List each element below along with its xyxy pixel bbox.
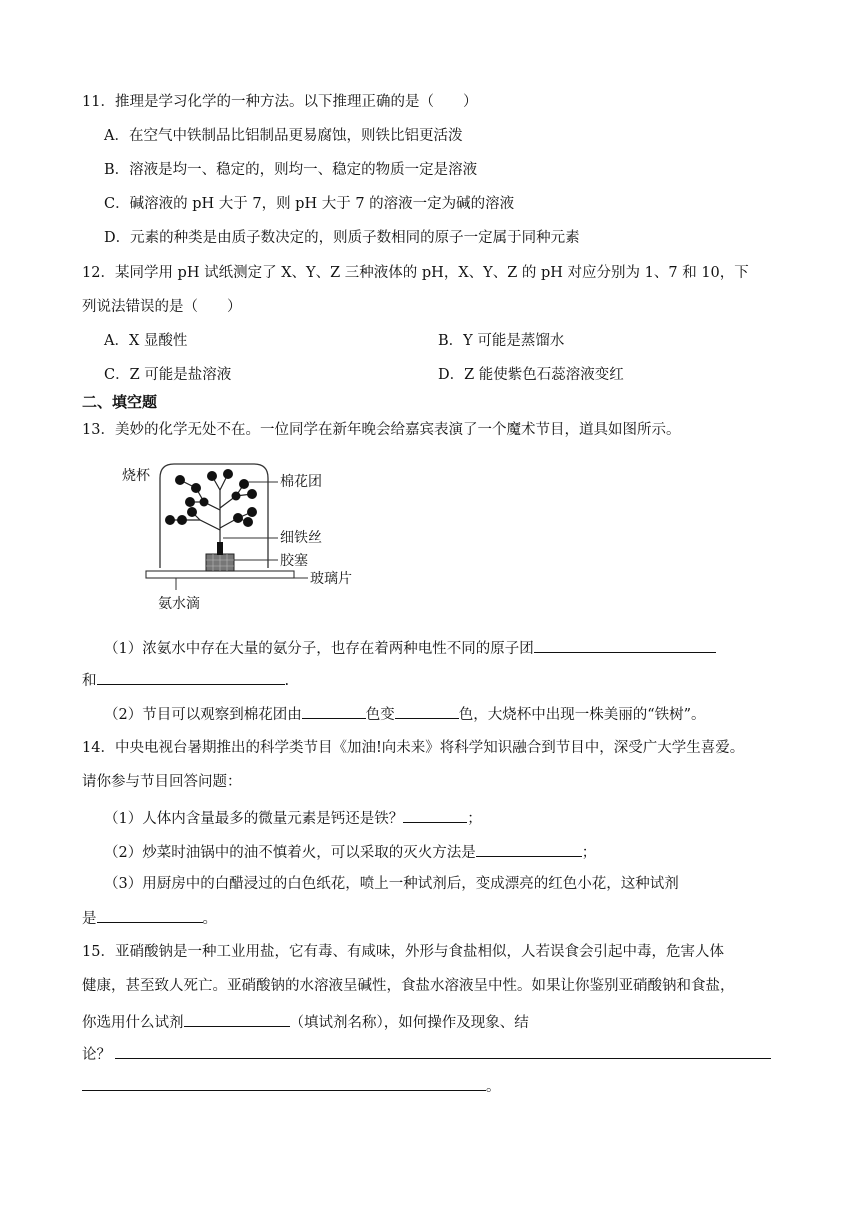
- q12-option-c: C．Z 可能是盐溶液: [104, 367, 232, 383]
- q15-line4: 论？: [82, 1042, 771, 1065]
- q13-blank-2[interactable]: [97, 668, 285, 685]
- q11-option-d: D．元素的种类是由质子数决定的，则质子数相同的原子一定属于同种元素: [104, 230, 580, 246]
- q12-stem-line1: 12．某同学用 pH 试纸测定了 X、Y、Z 三种液体的 pH，X、Y、Z 的 pH 对应分别为 1、7 和 10，下: [82, 265, 749, 281]
- q14-stem-line1: 14．中央电视台暑期推出的科学类节目《加油!向未来》将科学知识融合到节目中，深受广大学生喜爱。: [82, 740, 745, 756]
- cotton-balls: [165, 469, 257, 527]
- q15-blank-reagent[interactable]: [184, 1010, 290, 1027]
- q15-line1: 15．亚硝酸钠是一种工业用盐，它有毒、有咸味，外形与食盐相似，人若误食会引起中毒，危害人体: [82, 944, 724, 960]
- label-glass-plate: 玻璃片: [310, 571, 352, 587]
- q14-stem-line2: 请你参与节目回答问题：: [82, 774, 242, 790]
- q13-part1: （1）浓氨水中存在大量的氨分子，也存在着两种电性不同的原子团: [104, 636, 716, 659]
- glass-plate: [146, 571, 294, 578]
- q11-stem: 11．推理是学习化学的一种方法。以下推理正确的是（ ）: [82, 94, 478, 110]
- q15-line5: 。: [82, 1074, 501, 1097]
- q15-line2: 健康，甚至致人死亡。亚硝酸钠的水溶液呈碱性，食盐水溶液呈中性。如果让你鉴别亚硝酸钠和食盐，: [82, 978, 735, 994]
- q15-blank-answer-1[interactable]: [115, 1042, 771, 1059]
- q14-part3-line2: 是 。: [82, 906, 217, 929]
- q13-blank-4[interactable]: [395, 702, 459, 719]
- q14-blank-2[interactable]: [476, 840, 582, 857]
- q13-blank-3[interactable]: [302, 702, 366, 719]
- q14-blank-1[interactable]: [403, 806, 467, 823]
- label-beaker: 烧杯: [122, 468, 150, 484]
- label-iron-wire: 细铁丝: [280, 530, 322, 546]
- q11-option-b: B．溶液是均一、稳定的，则均一、稳定的物质一定是溶液: [104, 162, 478, 178]
- label-ammonia-drop: 氨水滴: [158, 596, 200, 612]
- beaker-diagram: [120, 460, 360, 620]
- q12-option-a: A．X 显酸性: [104, 333, 188, 349]
- q13-figure: [120, 460, 360, 620]
- q13-blank-1[interactable]: [534, 636, 716, 653]
- q14-blank-3[interactable]: [97, 906, 203, 923]
- label-cotton-ball: 棉花团: [280, 474, 322, 490]
- q15-blank-answer-2[interactable]: [82, 1074, 486, 1091]
- q13-stem: 13．美妙的化学无处不在。一位同学在新年晚会给嘉宾表演了一个魔术节目，道具如图所示。: [82, 422, 681, 438]
- q12-option-b: B．Y 可能是蒸馏水: [438, 333, 565, 349]
- q15-line3: 你选用什么试剂 （填试剂名称），如何操作及现象、结: [82, 1010, 529, 1033]
- q11-option-c: C．碱溶液的 pH 大于 7，则 pH 大于 7 的溶液一定为碱的溶液: [104, 196, 515, 212]
- q11-option-a: A．在空气中铁制品比铝制品更易腐蚀，则铁比铝更活泼: [104, 128, 463, 144]
- label-rubber-stopper: 胶塞: [280, 553, 308, 569]
- q13-part2: （2）节目可以观察到棉花团由 色变 色，大烧杯中出现一株美丽的“铁树”。: [104, 702, 706, 725]
- section-title-fill-in: 二、填空题: [82, 393, 158, 411]
- q14-part2: （2）炒菜时油锅中的油不慎着火，可以采取的灭火方法是 ；: [104, 840, 596, 863]
- q14-part3-line1: （3）用厨房中的白醋浸过的白色纸花，喷上一种试剂后，变成漂亮的红色小花，这种试剂: [104, 876, 679, 892]
- q12-option-d: D．Z 能使紫色石蕊溶液变红: [438, 367, 624, 383]
- q12-stem-line2: 列说法错误的是（ ）: [82, 299, 242, 315]
- iron-wire-stem: [217, 542, 223, 555]
- q13-part1-cont: 和 .: [82, 668, 289, 691]
- q14-part1: （1）人体内含量最多的微量元素是钙还是铁？ ；: [104, 806, 482, 829]
